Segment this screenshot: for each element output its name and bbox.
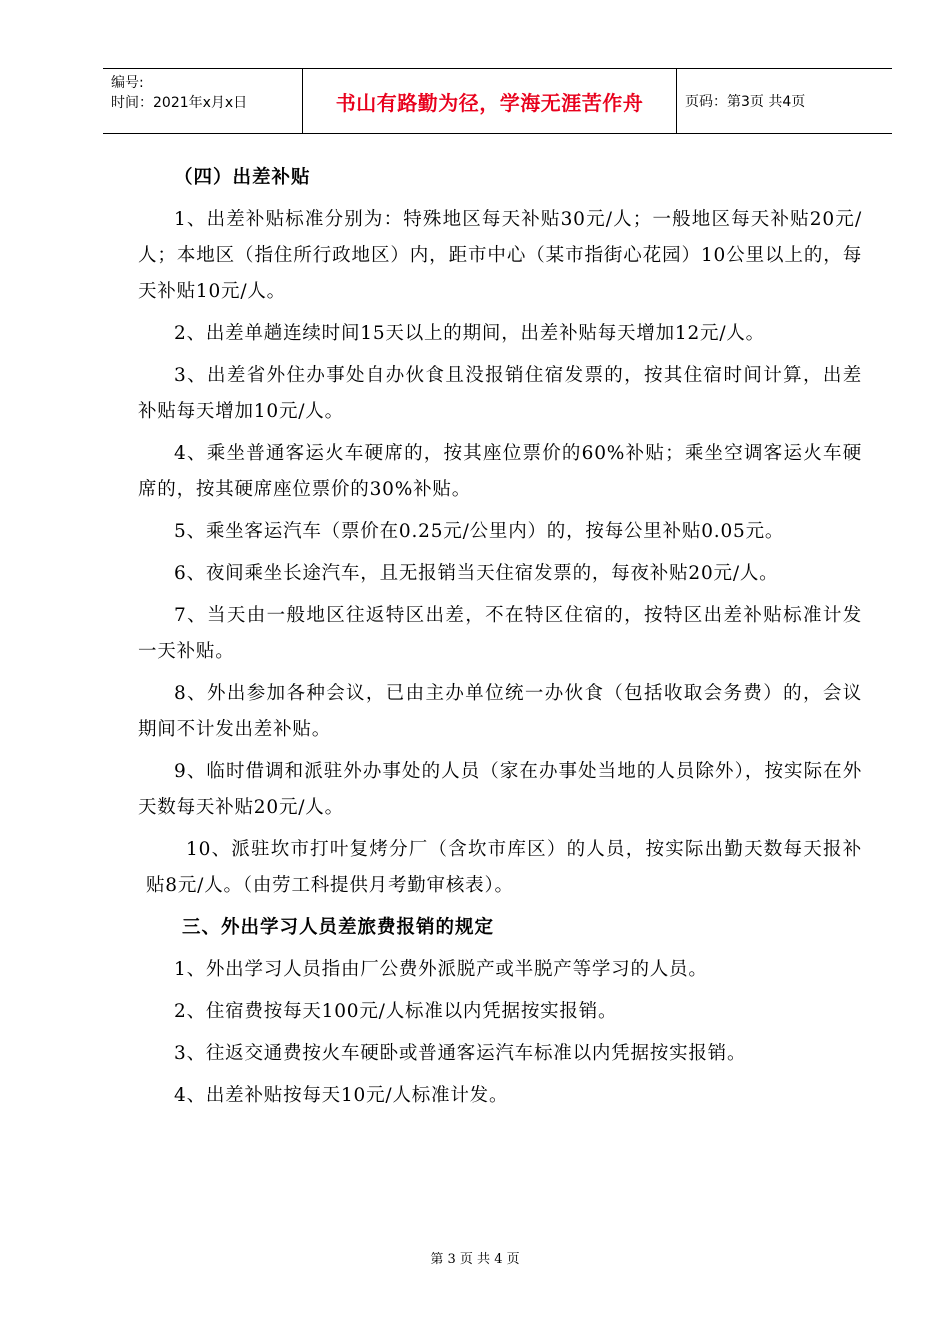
paragraph: 3、出差省外住办事处自办伙食且没报销住宿发票的，按其住宿时间计算，出差补贴每天增加10元/人。 — [138, 365, 862, 422]
document-body — [138, 160, 862, 1120]
paragraph: 7、当天由一般地区往返特区出差，不在特区住宿的，按特区出差补贴标准计发一天补贴。 — [138, 605, 862, 662]
section-heading-travel-allowance: （四）出差补贴 — [174, 167, 311, 188]
page-info-text: 页码：第3页 共4页 — [685, 94, 806, 110]
paragraph: 3、往返交通费按火车硬卧或普通客运汽车标准以内凭据按实报销。 — [174, 1043, 747, 1064]
header-motto — [303, 69, 677, 133]
paragraph: 9、临时借调和派驻外办事处的人员（家在办事处当地的人员除外），按实际在外天数每天补贴20元/人。 — [138, 761, 862, 818]
document-date: 时间：2021年x月x日 — [111, 95, 248, 111]
document-header — [103, 68, 892, 134]
footer-page-number: 第 3 页 共 4 页 — [430, 1252, 520, 1267]
document-number-label: 编号: — [111, 75, 144, 91]
motto-text: 书山有路勤为径，学海无涯苦作舟 — [335, 90, 644, 115]
page-footer — [0, 1248, 950, 1267]
paragraph: 2、住宿费按每天100元/人标准以内凭据按实报销。 — [174, 1001, 618, 1022]
paragraph: 4、乘坐普通客运火车硬席的，按其座位票价的60%补贴；乘坐空调客运火车硬席的，按其硬席座位票价的30%补贴。 — [138, 443, 862, 500]
paragraph: 2、出差单趟连续时间15天以上的期间，出差补贴每天增加12元/人。 — [174, 323, 765, 344]
paragraph: 1、外出学习人员指由厂公费外派脱产或半脱产等学习的人员。 — [174, 959, 708, 980]
header-page-info — [677, 69, 892, 133]
paragraph: 1、出差补贴标准分别为：特殊地区每天补贴30元/人；一般地区每天补贴20元/人；本地区（指住所行政地区）内，距市中心（某市指街心花园）10公里以上的，每天补贴10元/人。 — [138, 209, 862, 302]
paragraph: 8、外出参加各种会议，已由主办单位统一办伙食（包括收取会务费）的，会议期间不计发出差补贴。 — [138, 683, 862, 740]
paragraph: 6、夜间乘坐长途汽车，且无报销当天住宿发票的，每夜补贴20元/人。 — [174, 563, 779, 584]
paragraph: 4、出差补贴按每天10元/人标准计发。 — [174, 1085, 509, 1106]
section-heading-study-travel: 三、外出学习人员差旅费报销的规定 — [182, 917, 495, 938]
header-meta — [103, 69, 303, 133]
paragraph: 10、派驻坎市打叶复烤分厂（含坎市库区）的人员，按实际出勤天数每天报补贴8元/人。（由劳工科提供月考勤审核表）。 — [146, 839, 862, 896]
paragraph: 5、乘坐客运汽车（票价在0.25元/公里内）的，按每公里补贴0.05元。 — [174, 521, 785, 542]
